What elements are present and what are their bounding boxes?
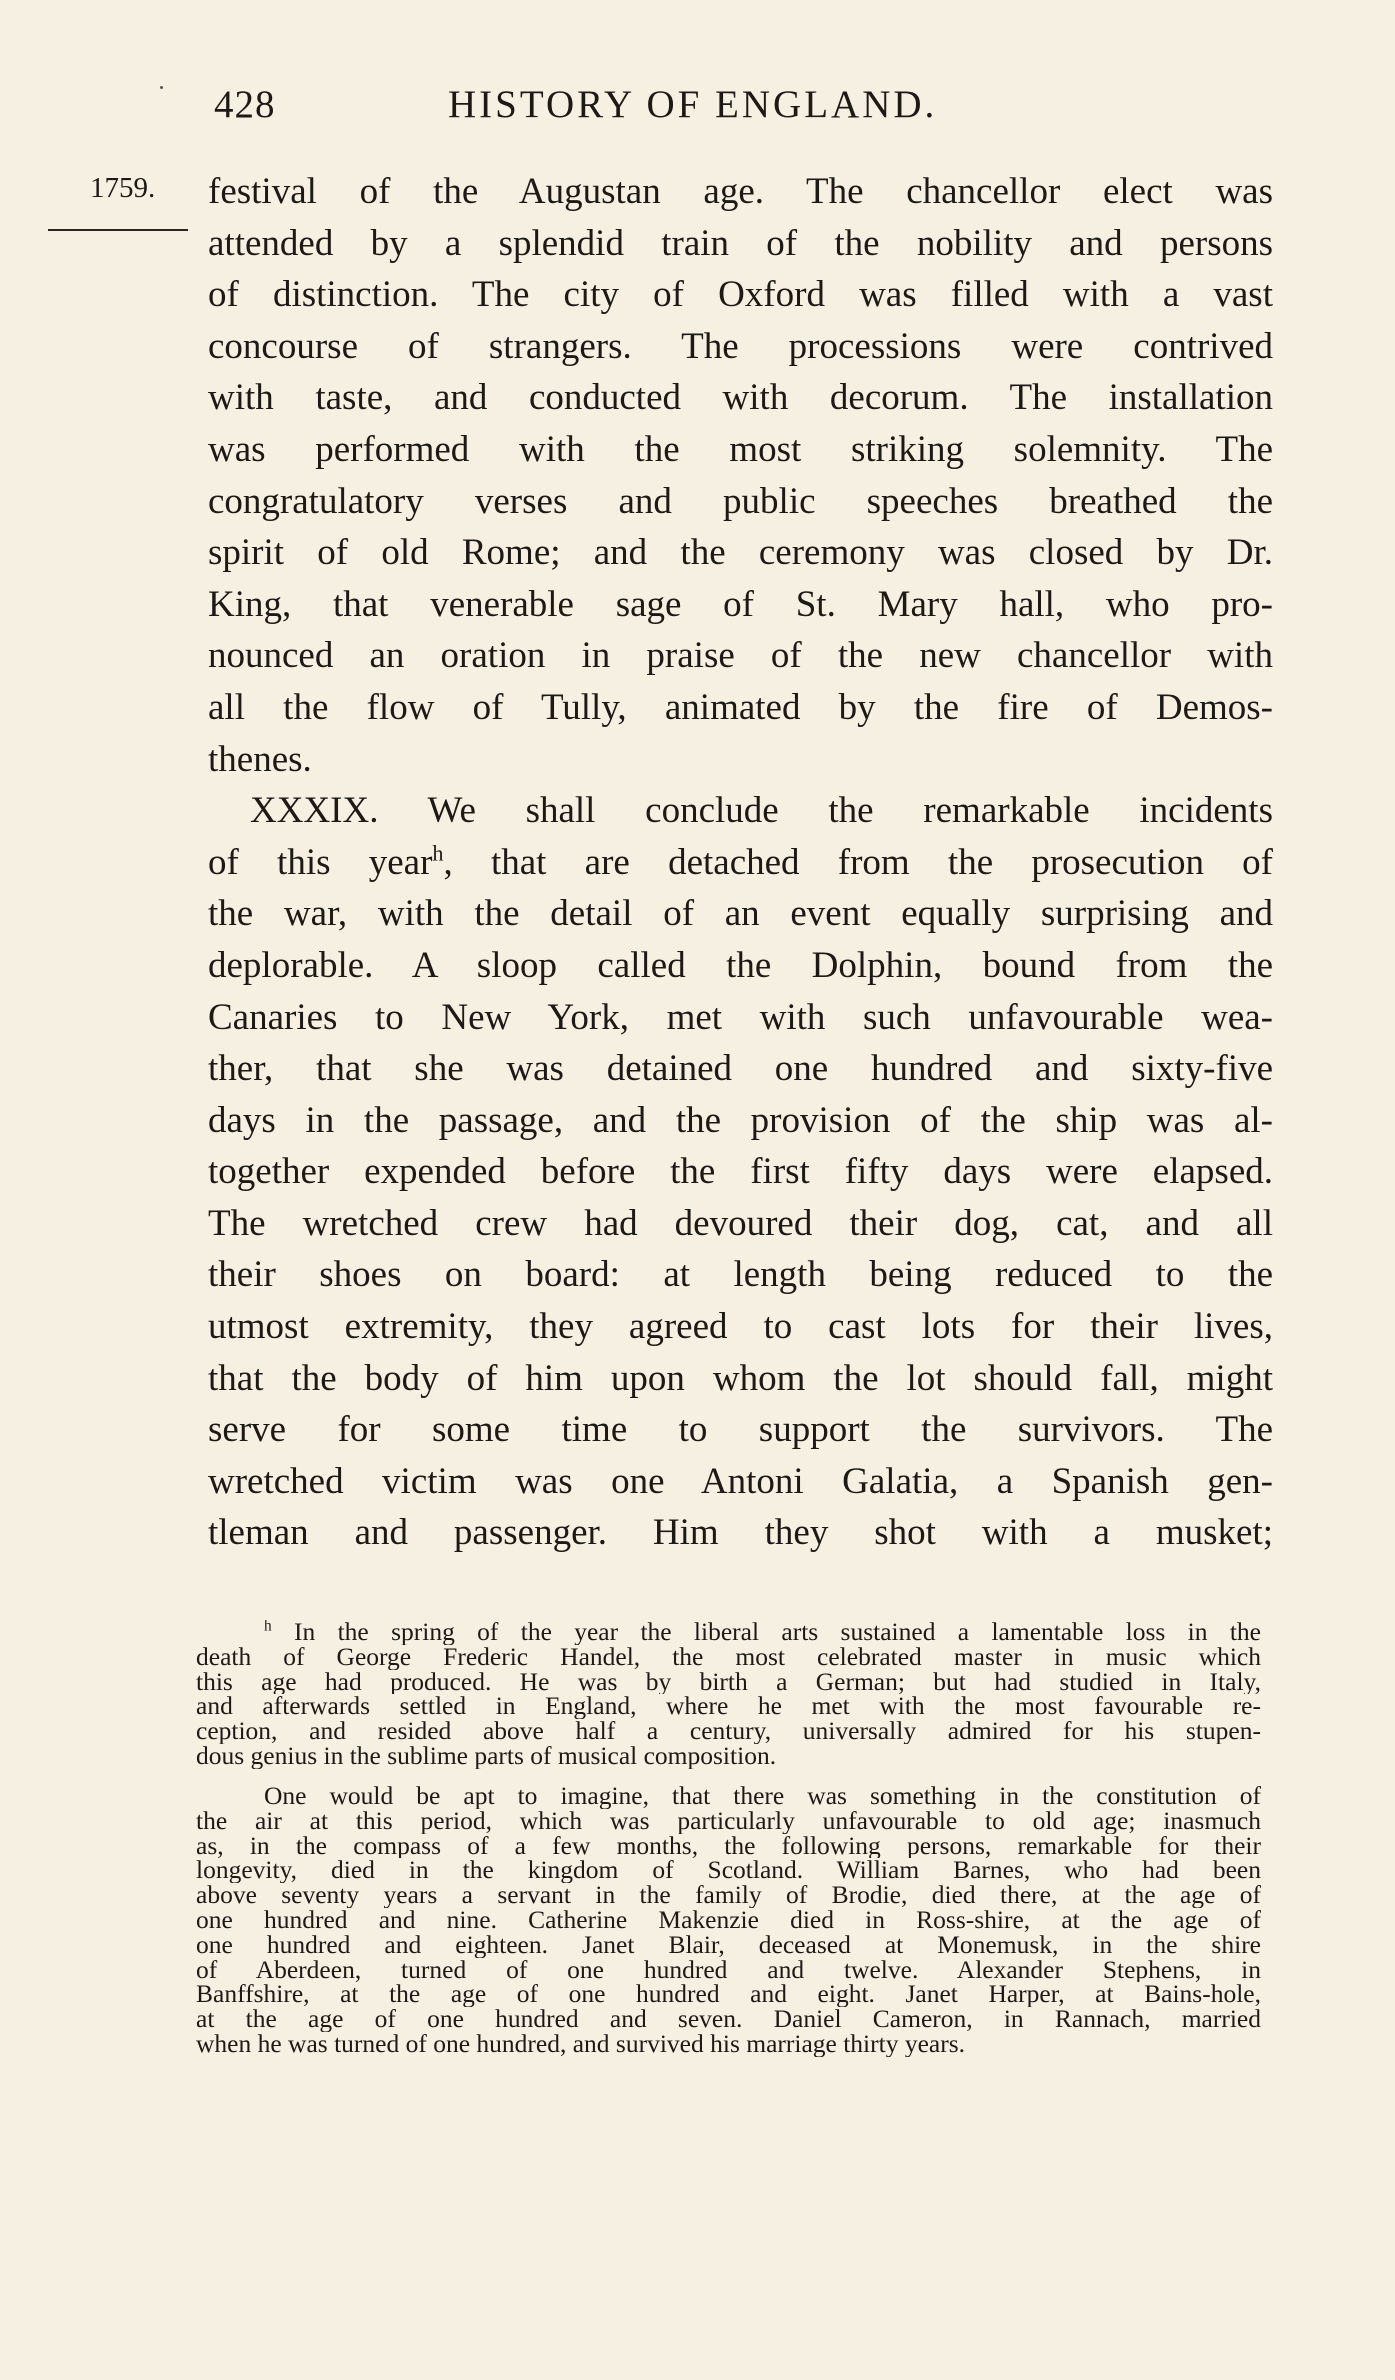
footnote-paragraph-1 bbox=[196, 1620, 1261, 1769]
footnote-line: death of George Frederic Handel, the most celebrated master in music which bbox=[196, 1644, 1261, 1670]
footnote-line: as, in the compass of a few months, the following persons, remarkable for their bbox=[196, 1833, 1261, 1859]
body-line: was performed with the most striking solemnity. The bbox=[208, 428, 1273, 470]
body-line: thenes. bbox=[208, 738, 312, 780]
body-line: deplorable. A sloop called the Dolphin, bound from the bbox=[208, 944, 1273, 986]
margin-rule bbox=[48, 229, 188, 231]
body-line: attended by a splendid train of the nobility and persons bbox=[208, 222, 1273, 264]
body-line: utmost extremity, they agreed to cast lots for their lives, bbox=[208, 1306, 1273, 1348]
footnote-line: ception, and resided above half a century, universally admired for his stupen- bbox=[196, 1719, 1261, 1744]
footnote-line: one hundred and nine. Catherine Makenzie died in Ross-shire, at the age of bbox=[196, 1907, 1261, 1933]
footnote-line: one hundred and eighteen. Janet Blair, deceased at Monemusk, in the shire bbox=[196, 1932, 1261, 1958]
footnote-line: longevity, died in the kingdom of Scotland. William Barnes, who had been bbox=[196, 1858, 1261, 1884]
footnote-line: this age had produced. He was by birth a German; but had studied in Italy, bbox=[196, 1669, 1261, 1695]
body-line: together expended before the first fifty days were elapsed. bbox=[208, 1151, 1273, 1193]
body-text bbox=[208, 166, 1273, 1559]
body-line-part: , that are detached from the prosecution of bbox=[443, 841, 1273, 883]
body-line: ther, that she was detained one hundred and sixty-five bbox=[208, 1048, 1273, 1090]
body-line: their shoes on board: at length being reduced to the bbox=[208, 1254, 1273, 1296]
body-line: days in the passage, and the provision of the ship was al- bbox=[208, 1099, 1273, 1141]
body-line-part: of this year bbox=[208, 841, 433, 883]
body-line: congratulatory verses and public speeches breathed the bbox=[208, 480, 1273, 522]
body-line: The wretched crew had devoured their dog, cat, and all bbox=[208, 1202, 1273, 1244]
body-line-with-footnote-ref bbox=[208, 837, 1273, 889]
body-line: wretched victim was one Antoni Galatia, a Spanish gen- bbox=[208, 1460, 1273, 1502]
footnote-text: In the spring of the year the liberal arts sustained a lamentable loss in the bbox=[294, 1620, 1261, 1645]
body-line: of distinction. The city of Oxford was filled with a vast bbox=[208, 274, 1273, 316]
section-opening-line: XXXIX. We shall conclude the remarkable incidents bbox=[250, 790, 1273, 832]
margin-speck bbox=[160, 86, 163, 89]
footnote-paragraph-2 bbox=[196, 1784, 1261, 2057]
margin-year: 1759. bbox=[90, 172, 156, 204]
footnote-line: the air at this period, which was particularly unfavourable to old age; inasmuch bbox=[196, 1808, 1261, 1834]
footnote-line: and afterwards settled in England, where he met with the most favourable re- bbox=[196, 1694, 1261, 1720]
page-number: 428 bbox=[214, 83, 276, 126]
footnote-line: at the age of one hundred and seven. Daniel Cameron, in Rannach, married bbox=[196, 2007, 1261, 2032]
body-line: festival of the Augustan age. The chancellor elect was bbox=[208, 171, 1273, 212]
body-line: the war, with the detail of an event equally surprising and bbox=[208, 893, 1273, 935]
body-line: all the flow of Tully, animated by the fire of Demos- bbox=[208, 686, 1273, 728]
footnote-line: One would be apt to imagine, that there was something in the constitution of bbox=[264, 1784, 1261, 1809]
body-line: that the body of him upon whom the lot should fall, might bbox=[208, 1357, 1273, 1399]
body-line: Canaries to New York, met with such unfavourable wea- bbox=[208, 996, 1273, 1038]
footnote-line: Banffshire, at the age of one hundred and eight. Janet Harper, at Bains-hole, bbox=[196, 1982, 1261, 2008]
footnote-line: dous genius in the sublime parts of musical composition. bbox=[196, 1743, 777, 1769]
body-line: King, that venerable sage of St. Mary hall, who pro- bbox=[208, 583, 1273, 625]
footnote-line bbox=[196, 1620, 1261, 1645]
body-line: with taste, and conducted with decorum. The installation bbox=[208, 377, 1273, 419]
footnote-marker: h bbox=[264, 1620, 272, 1635]
body-line: nounced an oration in praise of the new chancellor with bbox=[208, 635, 1273, 677]
body-line: serve for some time to support the survivors. The bbox=[208, 1409, 1273, 1451]
footnote-line: above seventy years a servant in the family of Brodie, died there, at the age of bbox=[196, 1883, 1261, 1908]
running-head: HISTORY OF ENGLAND. bbox=[448, 83, 938, 126]
footnote-line: when he was turned of one hundred, and survived his marriage thirty years. bbox=[196, 2031, 966, 2057]
body-line: tleman and passenger. Him they shot with a musket; bbox=[208, 1512, 1273, 1554]
footnote-reference: h bbox=[432, 840, 444, 866]
body-line: concourse of strangers. The processions were contrived bbox=[208, 325, 1273, 367]
footnote-line: of Aberdeen, turned of one hundred and twelve. Alexander Stephens, in bbox=[196, 1957, 1261, 1983]
body-line: spirit of old Rome; and the ceremony was closed by Dr. bbox=[208, 532, 1273, 574]
